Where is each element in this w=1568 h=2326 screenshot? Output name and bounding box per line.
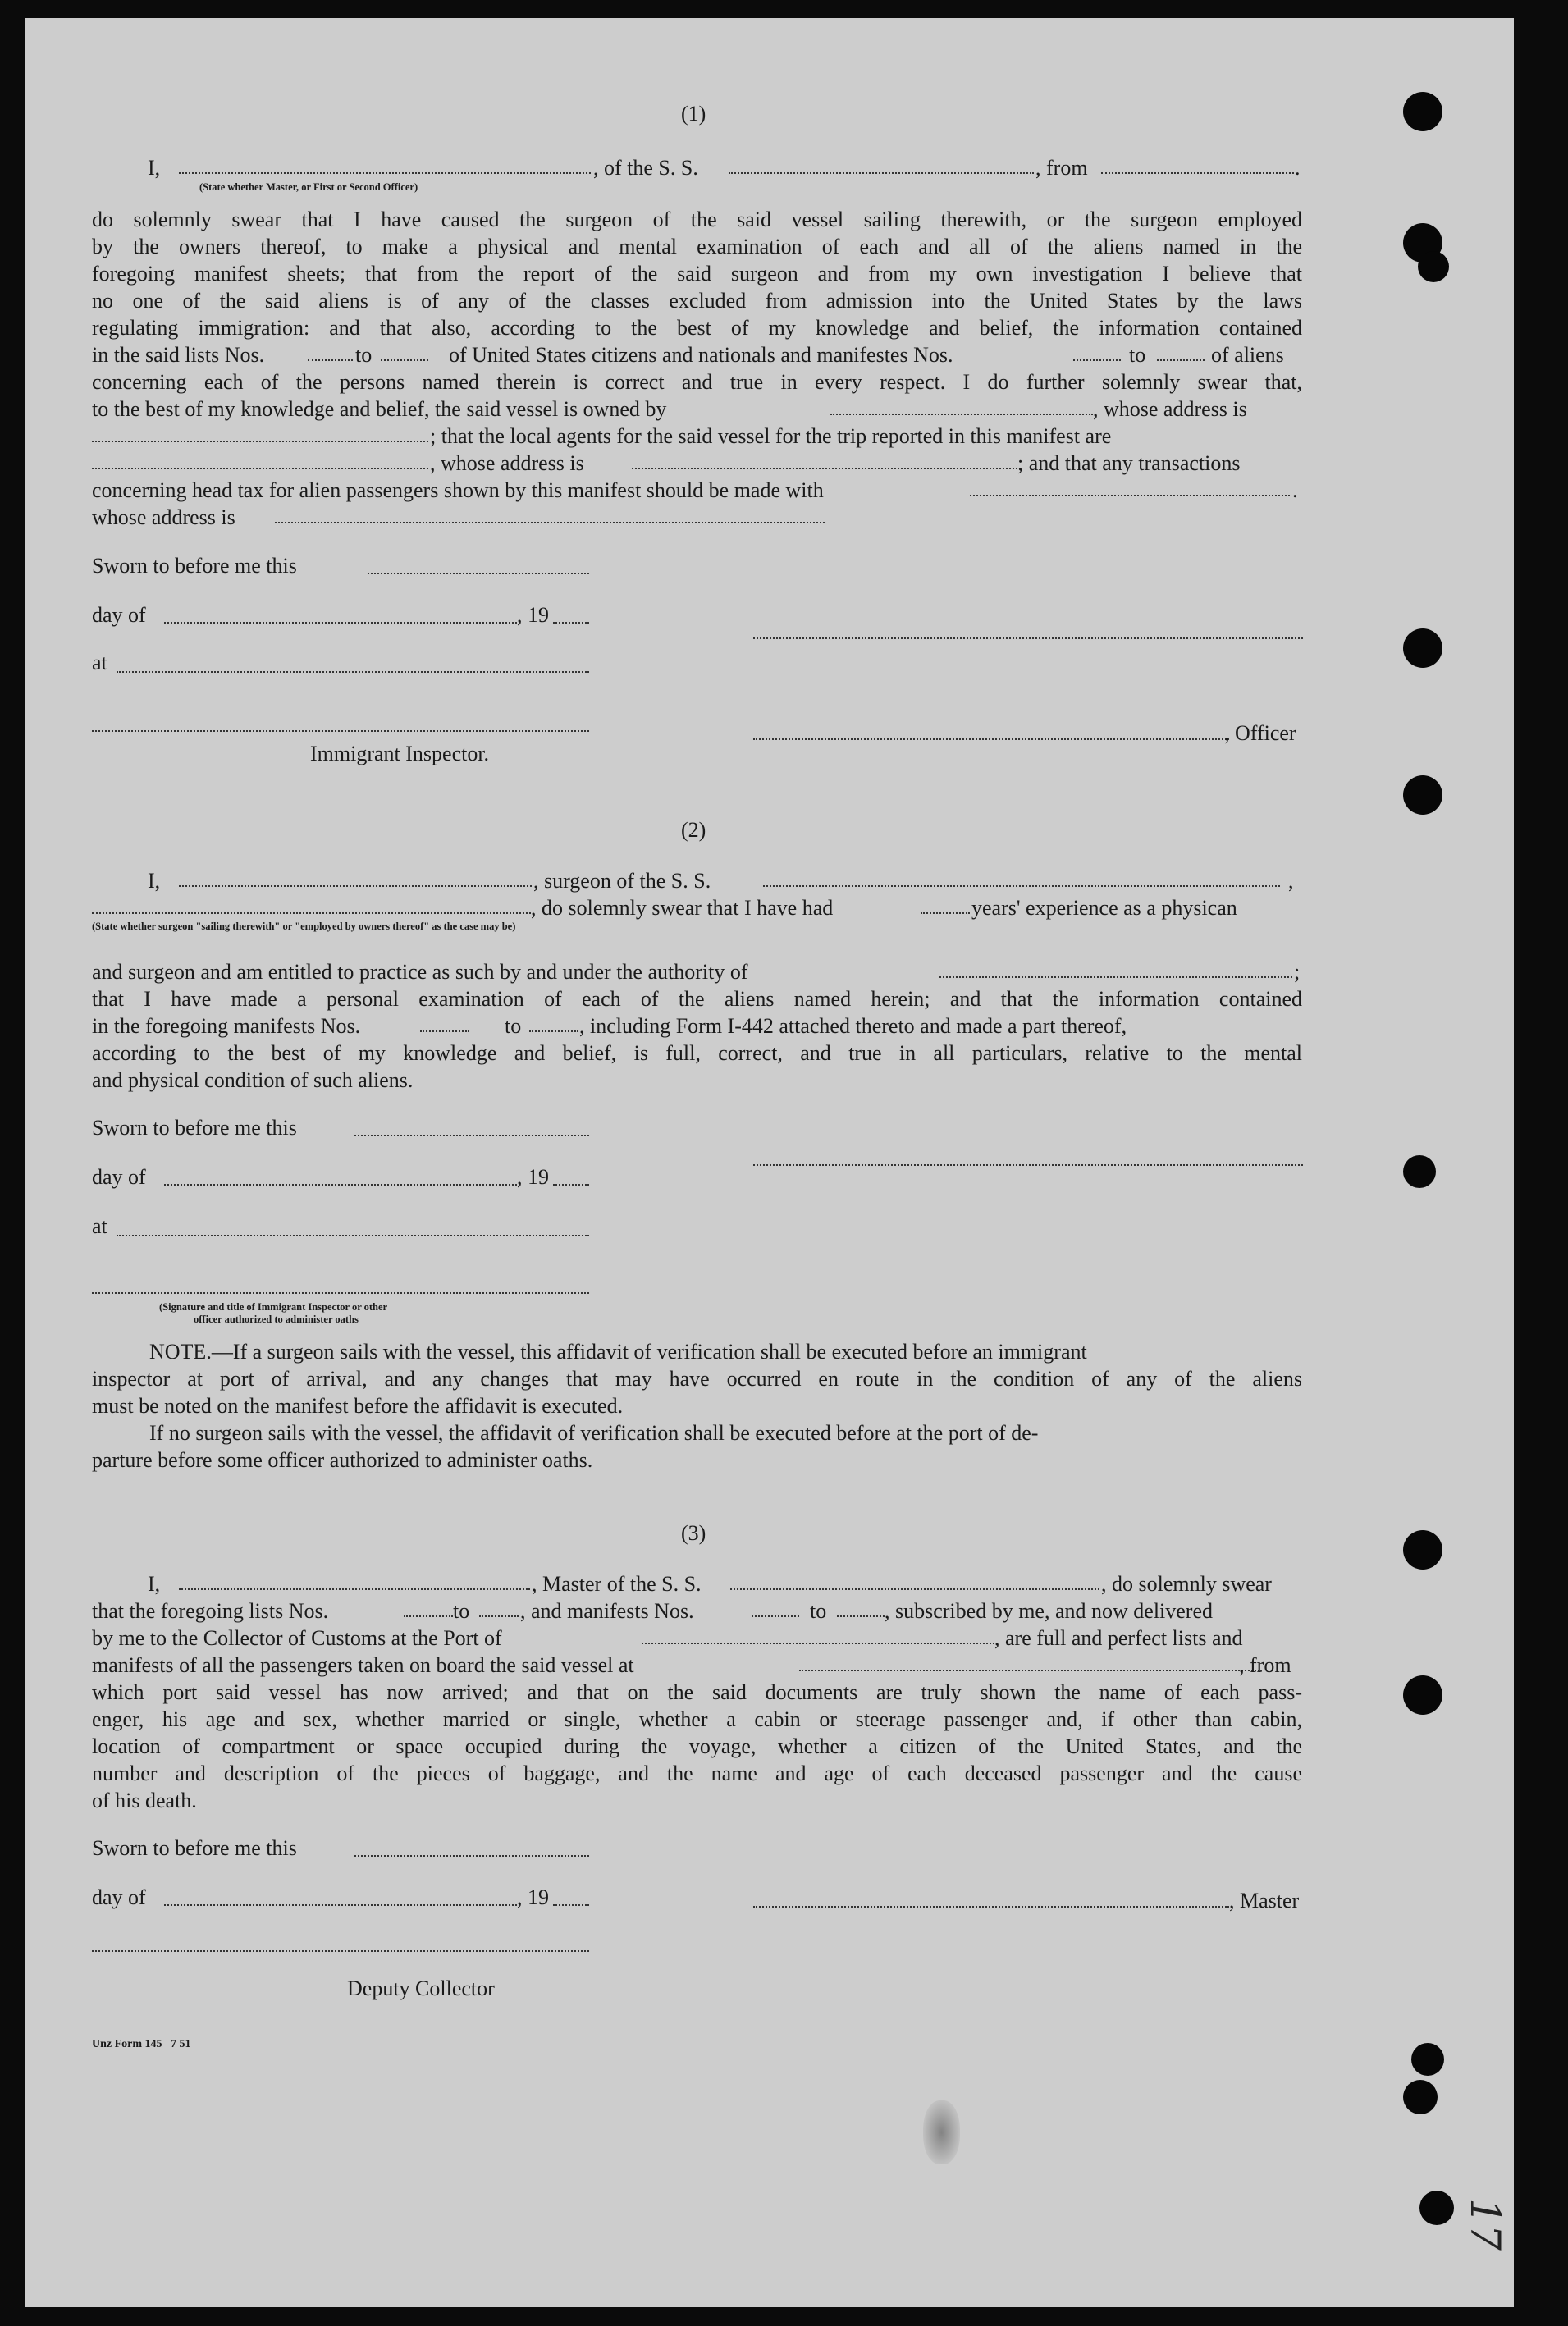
- handwritten-page-number: 17: [1461, 2198, 1509, 2251]
- s2-note2-line-2: parture before some officer authorized to administer oaths.: [92, 1448, 593, 1472]
- s3-list-to-blank[interactable]: [479, 1615, 519, 1617]
- punch-hole: [1403, 775, 1442, 815]
- s1-at: at: [92, 651, 107, 674]
- s1-head-tax-blank[interactable]: [970, 495, 1290, 496]
- s1-at-blank[interactable]: [117, 671, 589, 673]
- s3-boarding-port-blank[interactable]: [799, 1670, 1262, 1671]
- s1-from: , from: [1035, 156, 1088, 180]
- s2-note-line-1: NOTE.—If a surgeon sails with the vessel, this affidavit of verification shall be executed before an immigrant: [149, 1340, 1087, 1364]
- s1-to-1: to: [355, 343, 373, 367]
- s3-port-blank[interactable]: [642, 1643, 994, 1644]
- s1-citizens: of United States citizens and nationals and manifestes Nos.: [449, 343, 953, 367]
- s1-period-2: .: [1292, 478, 1298, 502]
- s3-manifest-to-blank[interactable]: [837, 1615, 885, 1617]
- thumbprint-smudge: [923, 2100, 960, 2164]
- s2-signature-note-2: officer authorized to administer oaths: [194, 1314, 359, 1325]
- s1-sworn-blank[interactable]: [368, 573, 589, 574]
- s3-manifest-from-blank[interactable]: [752, 1615, 799, 1617]
- punch-hole: [1403, 92, 1442, 131]
- s1-of-aliens: of aliens: [1211, 343, 1284, 367]
- s2-authority-blank[interactable]: [939, 976, 1292, 978]
- s2-comma: ,: [1288, 869, 1294, 893]
- s1-manifest-from-blank[interactable]: [1073, 359, 1121, 361]
- s2-vessel-blank[interactable]: [763, 885, 1280, 887]
- s3-full-perfect: , are full and perfect lists and: [994, 1626, 1243, 1650]
- s3-line-5: which port said vessel has now arrived; and that on the said documents are truly shown the name of each pass-: [92, 1680, 1302, 1704]
- s3-vessel-blank[interactable]: [730, 1588, 1099, 1590]
- s2-surgeon-of: , surgeon of the S. S.: [533, 869, 711, 893]
- s3-line-6: enger, his age and sex, whether married or single, whether a cabin or steerage passenger and, if other than cabin,: [92, 1707, 1302, 1731]
- s2-best: according to the best of my knowledge and belief, is full, correct, and true in all particulars, relative to the mental: [92, 1041, 1302, 1065]
- s1-whose-address-2: , whose address is: [430, 451, 584, 475]
- s2-year: , 19: [517, 1165, 549, 1189]
- s2-surgeon-signature-blank[interactable]: [753, 1164, 1303, 1166]
- s2-manifests-nos: in the foregoing manifests Nos.: [92, 1014, 361, 1038]
- s1-list-to-blank[interactable]: [381, 359, 428, 361]
- s1-line-4: no one of the said aliens is of any of the classes excluded from admission into the United States by the laws: [92, 289, 1302, 313]
- s2-including-form: , including Form I-442 attached thereto and made a part thereof,: [579, 1014, 1127, 1038]
- s3-subscribed: , subscribed by me, and now delivered: [885, 1599, 1214, 1623]
- s2-years-blank[interactable]: [921, 912, 970, 914]
- s3-lists-nos: that the foregoing lists Nos.: [92, 1599, 329, 1623]
- s1-of-the-ss: , of the S. S.: [593, 156, 698, 180]
- s3-day-of: day of: [92, 1885, 146, 1909]
- s2-at: at: [92, 1214, 107, 1238]
- s1-transactions: ; and that any transactions: [1017, 451, 1241, 475]
- s1-head-tax-address-blank[interactable]: [275, 522, 825, 523]
- s1-from-port-blank[interactable]: [1101, 172, 1294, 174]
- s3-deputy-signature-blank[interactable]: [92, 1950, 589, 1952]
- s3-sworn-blank[interactable]: [354, 1855, 589, 1857]
- s2-signature-note-1: (Signature and title of Immigrant Inspector or other: [159, 1301, 388, 1313]
- s1-owned-by: to the best of my knowledge and belief, the said vessel is owned by: [92, 397, 667, 421]
- s1-line-5: regulating immigration: and that also, according to the best of my knowledge and belief, the information contained: [92, 316, 1302, 340]
- s2-authority: and surgeon and am entitled to practice as such by and under the authority of: [92, 960, 748, 984]
- s1-head-tax: concerning head tax for alien passengers shown by this manifest should be made with: [92, 478, 824, 502]
- s1-period: .: [1295, 156, 1301, 180]
- s2-personal: that I have made a personal examination of each of the aliens named herein; and that the information contained: [92, 987, 1302, 1011]
- section-3-heading: (3): [681, 1521, 706, 1545]
- s3-intro-i: I,: [148, 1572, 161, 1596]
- s1-inspector-signature-blank[interactable]: [92, 730, 589, 732]
- s3-collector: by me to the Collector of Customs at the Port of: [92, 1626, 502, 1650]
- s3-sworn: Sworn to before me this: [92, 1836, 297, 1860]
- s2-year-blank[interactable]: [553, 1184, 589, 1186]
- section-2-heading: (2): [681, 818, 706, 842]
- s2-sworn-blank[interactable]: [354, 1135, 589, 1136]
- s1-inspector-label: Immigrant Inspector.: [310, 742, 490, 765]
- s1-whose-address-3: whose address is: [92, 505, 235, 529]
- s1-intro-i: I,: [148, 156, 161, 180]
- s3-to-2: to: [810, 1599, 827, 1623]
- s1-agents-address-blank[interactable]: [632, 468, 1017, 469]
- s2-solemnly: , do solemnly swear that I have had: [531, 896, 834, 920]
- s1-day-of: day of: [92, 603, 146, 627]
- section-1-heading: (1): [681, 102, 706, 126]
- s2-note-line-2: inspector at port of arrival, and any changes that may have occurred en route in the condition of any of the aliens: [92, 1367, 1302, 1391]
- s1-officer-name-blank[interactable]: [179, 172, 591, 174]
- s3-list-from-blank[interactable]: [404, 1615, 453, 1617]
- s1-whose-address-1: , whose address is: [1093, 397, 1247, 421]
- s3-master-name-blank[interactable]: [179, 1588, 530, 1590]
- punch-hole: [1411, 2043, 1444, 2076]
- s3-line-8: number and description of the pieces of baggage, and the name and age of each deceased passenger and the cause: [92, 1762, 1302, 1785]
- s3-line-9: of his death.: [92, 1789, 197, 1812]
- s1-to-2: to: [1129, 343, 1146, 367]
- s2-to: to: [505, 1014, 522, 1038]
- s2-at-blank[interactable]: [117, 1235, 589, 1236]
- punch-hole: [1419, 2191, 1454, 2225]
- s3-master-label: , Master: [1229, 1889, 1300, 1912]
- s2-note-line-3: must be noted on the manifest before the affidavit is executed.: [92, 1394, 624, 1418]
- s1-lists-nos: in the said lists Nos.: [92, 343, 265, 367]
- s1-vessel-name-blank[interactable]: [729, 172, 1034, 174]
- s1-year: , 19: [517, 603, 549, 627]
- s3-solemnly: , do solemnly swear: [1101, 1572, 1272, 1596]
- s1-sworn: Sworn to before me this: [92, 554, 297, 578]
- document-page: [25, 18, 1514, 2307]
- s3-line-7: location of compartment or space occupied during the voyage, whether a citizen of the United States, and the: [92, 1734, 1302, 1758]
- s2-day-of: day of: [92, 1165, 146, 1189]
- punch-hole: [1403, 1530, 1442, 1570]
- s1-year-blank[interactable]: [553, 622, 589, 624]
- s1-owner-address-blank[interactable]: [92, 441, 428, 442]
- s2-inspector-signature-blank[interactable]: [92, 1292, 589, 1294]
- punch-hole: [1403, 1675, 1442, 1715]
- s2-sworn: Sworn to before me this: [92, 1116, 297, 1140]
- s2-intro-i: I,: [148, 869, 161, 893]
- s1-day-blank[interactable]: [164, 622, 517, 624]
- s1-list-from-blank[interactable]: [308, 359, 353, 361]
- s1-officer-note: (State whether Master, or First or Second Officer): [199, 181, 418, 193]
- s2-years: years' experience as a physican: [971, 896, 1237, 920]
- s3-year-blank[interactable]: [553, 1904, 589, 1906]
- s3-from: , from: [1239, 1653, 1291, 1677]
- s2-sailing-blank[interactable]: [92, 912, 531, 914]
- s2-surgeon-note: (State whether surgeon "sailing therewith" or "employed by owners thereof" as the case may be): [92, 921, 516, 932]
- s1-officer-label: , Officer: [1224, 721, 1296, 745]
- s3-day-blank[interactable]: [164, 1904, 517, 1906]
- s1-agents-blank[interactable]: [92, 468, 428, 469]
- punch-hole: [1418, 251, 1449, 282]
- s2-physical: and physical condition of such aliens.: [92, 1068, 414, 1092]
- s1-officer-signature-blank-2[interactable]: [753, 738, 1229, 740]
- s2-surgeon-name-blank[interactable]: [179, 885, 532, 887]
- s1-line-3: foregoing manifest sheets; that from the report of the said surgeon and from my own investigation I believe that: [92, 262, 1302, 286]
- s2-day-blank[interactable]: [164, 1184, 517, 1186]
- s1-line-7: concerning each of the persons named therein is correct and true in every respect. I do further solemnly swear that,: [92, 370, 1302, 394]
- punch-hole: [1403, 628, 1442, 668]
- s1-manifest-to-blank[interactable]: [1157, 359, 1205, 361]
- s2-manifest-to-blank[interactable]: [529, 1030, 578, 1032]
- s3-master-of: , Master of the S. S.: [532, 1572, 702, 1596]
- punch-hole: [1403, 2080, 1438, 2114]
- s1-line-2: by the owners thereof, to make a physical and mental examination of each and all of the aliens named in the: [92, 235, 1302, 258]
- s3-to-1: to: [453, 1599, 470, 1623]
- s3-manifests-nos: , and manifests Nos.: [520, 1599, 694, 1623]
- s3-year: , 19: [517, 1885, 549, 1909]
- s2-note2-line-1: If no surgeon sails with the vessel, the affidavit of verification shall be executed before at the port of de-: [149, 1421, 1039, 1445]
- s2-manifest-from-blank[interactable]: [420, 1030, 469, 1032]
- s1-local-agents: ; that the local agents for the said vessel for the trip reported in this manifest are: [430, 424, 1112, 448]
- form-number: Unz Form 145 7 51: [92, 2038, 191, 2050]
- s1-line-1: do solemnly swear that I have caused the surgeon of the said vessel sailing therewith, or the surgeon employed: [92, 208, 1302, 231]
- s3-deputy-label: Deputy Collector: [347, 1976, 495, 2000]
- s3-taken-on-board: manifests of all the passengers taken on board the said vessel at: [92, 1653, 634, 1677]
- s2-semicolon: ;: [1294, 960, 1301, 984]
- s1-owner-blank[interactable]: [830, 414, 1093, 415]
- s1-officer-signature-blank-1[interactable]: [753, 637, 1303, 639]
- s3-master-signature-blank[interactable]: [753, 1906, 1229, 1908]
- punch-hole: [1403, 1155, 1436, 1188]
